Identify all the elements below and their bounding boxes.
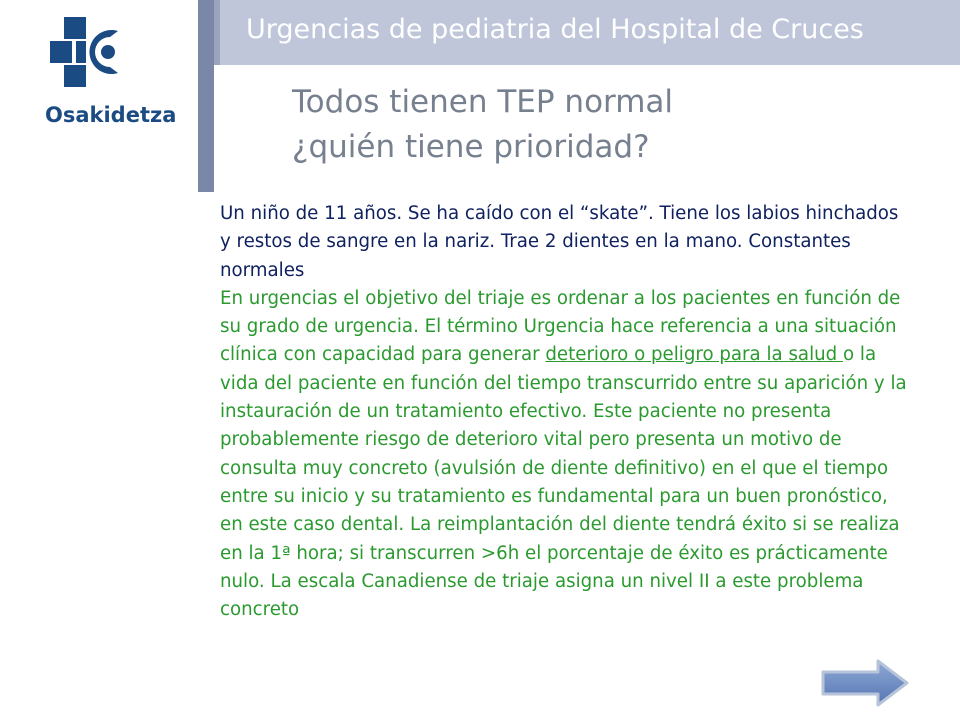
header-band (214, 0, 960, 65)
header-band-edge (214, 0, 220, 65)
slide-title (292, 80, 673, 170)
explanation-part-2: o la vida del paciente en función del tiempo transcurrido entre su aparición y la instauración de un tratamiento efectivo. Este paciente no presenta probablemente riesgo de deterioro vital pero presenta un motivo de consulta muy concreto (avulsión de diente definitivo) en el que el tiempo entre su inicio y su tratamiento es fundamental para un buen pronóstico, en este caso dental. La reimplantación del diente tendrá éxito si se realiza en la 1ª hora; si transcurren >6h el porcentaje de éxito es prácticamente nulo. La escala Canadiense de triaje asigna un nivel II a este problema concreto (220, 344, 907, 621)
explanation-underlined-phrase: deterioro o peligro para la salud (545, 344, 843, 366)
slide-title-line-1: Todos tienen TEP normal (292, 84, 674, 120)
explanation-paragraph (220, 285, 910, 625)
slide-body (220, 200, 910, 624)
explanation-part-1: En urgencias el objetivo del triaje es ordenar a los pacientes en función de su grado de urgencia. El término Urgencia hace referencia a una situación clínica con capacidad para generar (220, 287, 901, 366)
slide-title-line-2: ¿quién tiene prioridad? (292, 129, 650, 165)
osakidetza-logo (45, 15, 185, 135)
right-arrow-icon (820, 658, 910, 708)
vertical-accent-bar (198, 0, 214, 192)
osakidetza-cross-icon (50, 15, 130, 95)
brand-name: Osakidetza (45, 103, 177, 127)
header-title: Urgencias de pediatria del Hospital de Cruces (246, 14, 864, 45)
next-slide-button[interactable] (820, 658, 910, 708)
case-description: Un niño de 11 años. Se ha caído con el “skate”. Tiene los labios hinchados y restos de sangre en la nariz. Trae 2 dientes en la mano. Constantes normales (220, 203, 899, 281)
